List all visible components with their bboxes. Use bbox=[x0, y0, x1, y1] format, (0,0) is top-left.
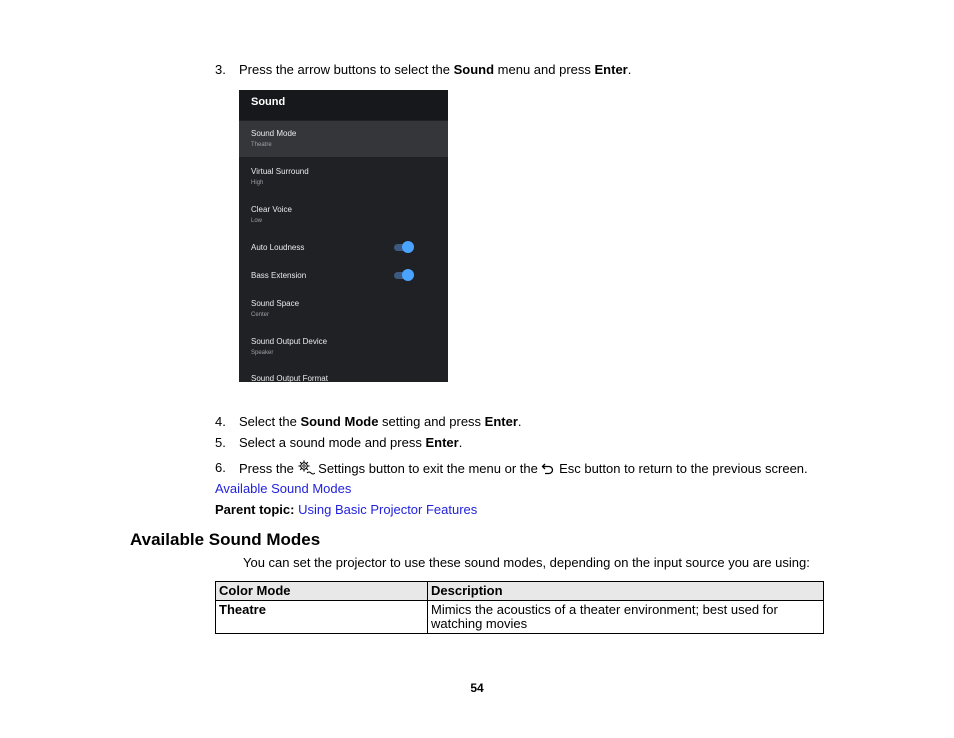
toggle-knob bbox=[402, 241, 414, 253]
return-arrow-icon bbox=[541, 462, 555, 478]
step-text-part: . bbox=[517, 414, 522, 429]
step-text bbox=[239, 435, 462, 450]
step-text-part: menu and press bbox=[494, 62, 595, 77]
available-sound-modes-link[interactable]: Available Sound Modes bbox=[215, 481, 352, 496]
table-cell-mode: Theatre bbox=[216, 601, 428, 634]
menu-item-sound-mode[interactable] bbox=[239, 121, 448, 157]
step-text-part: Settings button to exit the menu or the bbox=[314, 461, 542, 476]
menu-item-auto-loudness[interactable] bbox=[239, 235, 448, 263]
step-bold-sound: Sound bbox=[453, 62, 495, 77]
step-number: 6. bbox=[215, 460, 226, 475]
parent-topic-label: Parent topic: bbox=[215, 502, 295, 517]
step-text-part: Select a sound mode and press bbox=[239, 435, 426, 450]
parent-topic-link[interactable]: Using Basic Projector Features bbox=[298, 502, 478, 517]
toggle-knob bbox=[402, 269, 414, 281]
step-text bbox=[239, 460, 808, 478]
menu-item-label: Bass Extension bbox=[251, 271, 307, 280]
menu-item-value: Speaker bbox=[251, 350, 274, 356]
menu-item-label: Sound Output Format bbox=[251, 374, 328, 382]
page-number: 54 bbox=[470, 681, 484, 695]
menu-item-value: Low bbox=[251, 218, 263, 224]
menu-title: Sound bbox=[251, 96, 286, 108]
step-number: 4. bbox=[215, 414, 226, 429]
section-heading: Available Sound Modes bbox=[130, 530, 321, 549]
menu-item-label: Virtual Surround bbox=[251, 167, 309, 176]
menu-item-clear-voice[interactable] bbox=[239, 197, 448, 233]
menu-item-label: Sound Output Device bbox=[251, 337, 328, 346]
column-header-description: Description bbox=[428, 582, 824, 601]
step-text-part: Press the bbox=[239, 461, 298, 476]
auto-loudness-toggle[interactable] bbox=[394, 241, 414, 253]
parent-topic bbox=[215, 502, 477, 517]
section-intro: You can set the projector to use these sound modes, depending on the input source you are using: bbox=[243, 555, 810, 570]
table-row bbox=[216, 601, 824, 634]
step-text-part: Select the bbox=[239, 414, 301, 429]
step-bold-sound-mode: Sound Mode bbox=[300, 414, 379, 429]
table-header-row bbox=[216, 582, 824, 601]
column-header-color-mode: Color Mode bbox=[216, 582, 428, 601]
step-bold-enter: Enter bbox=[425, 435, 459, 450]
bass-extension-toggle[interactable] bbox=[394, 269, 414, 281]
menu-item-sound-output-format[interactable] bbox=[239, 367, 448, 382]
step-bold-enter: Enter bbox=[594, 62, 628, 77]
menu-item-sound-space[interactable] bbox=[239, 291, 448, 327]
menu-item-virtual-surround[interactable] bbox=[239, 159, 448, 195]
table-cell-description: Mimics the acoustics of a theater environment; best used for watching movies bbox=[428, 601, 824, 634]
menu-header bbox=[239, 90, 448, 120]
sound-menu-screenshot bbox=[239, 90, 448, 382]
menu-item-label: Sound Mode bbox=[251, 129, 297, 138]
step-number: 5. bbox=[215, 435, 226, 450]
step-text-part: Press the arrow buttons to select the bbox=[239, 62, 454, 77]
sound-modes-table bbox=[215, 581, 824, 634]
menu-item-label: Clear Voice bbox=[251, 205, 292, 214]
step-text bbox=[239, 62, 631, 77]
step-number: 3. bbox=[215, 62, 226, 77]
menu-item-value: Center bbox=[251, 312, 270, 318]
menu-item-label: Auto Loudness bbox=[251, 243, 305, 252]
menu-item-sound-output-device[interactable] bbox=[239, 329, 448, 365]
menu-item-value: Theatre bbox=[251, 142, 272, 148]
step-text-part: Esc button to return to the previous screen. bbox=[555, 461, 808, 476]
step-text-part: . bbox=[458, 435, 463, 450]
step-text-part: setting and press bbox=[378, 414, 485, 429]
step-bold-enter: Enter bbox=[484, 414, 518, 429]
step-text-part: . bbox=[627, 62, 632, 77]
menu-item-bass-extension[interactable] bbox=[239, 263, 448, 291]
step-text bbox=[239, 414, 522, 429]
menu-item-label: Sound Space bbox=[251, 299, 300, 308]
settings-gear-icon bbox=[298, 460, 315, 478]
menu-item-value: High bbox=[251, 180, 264, 186]
